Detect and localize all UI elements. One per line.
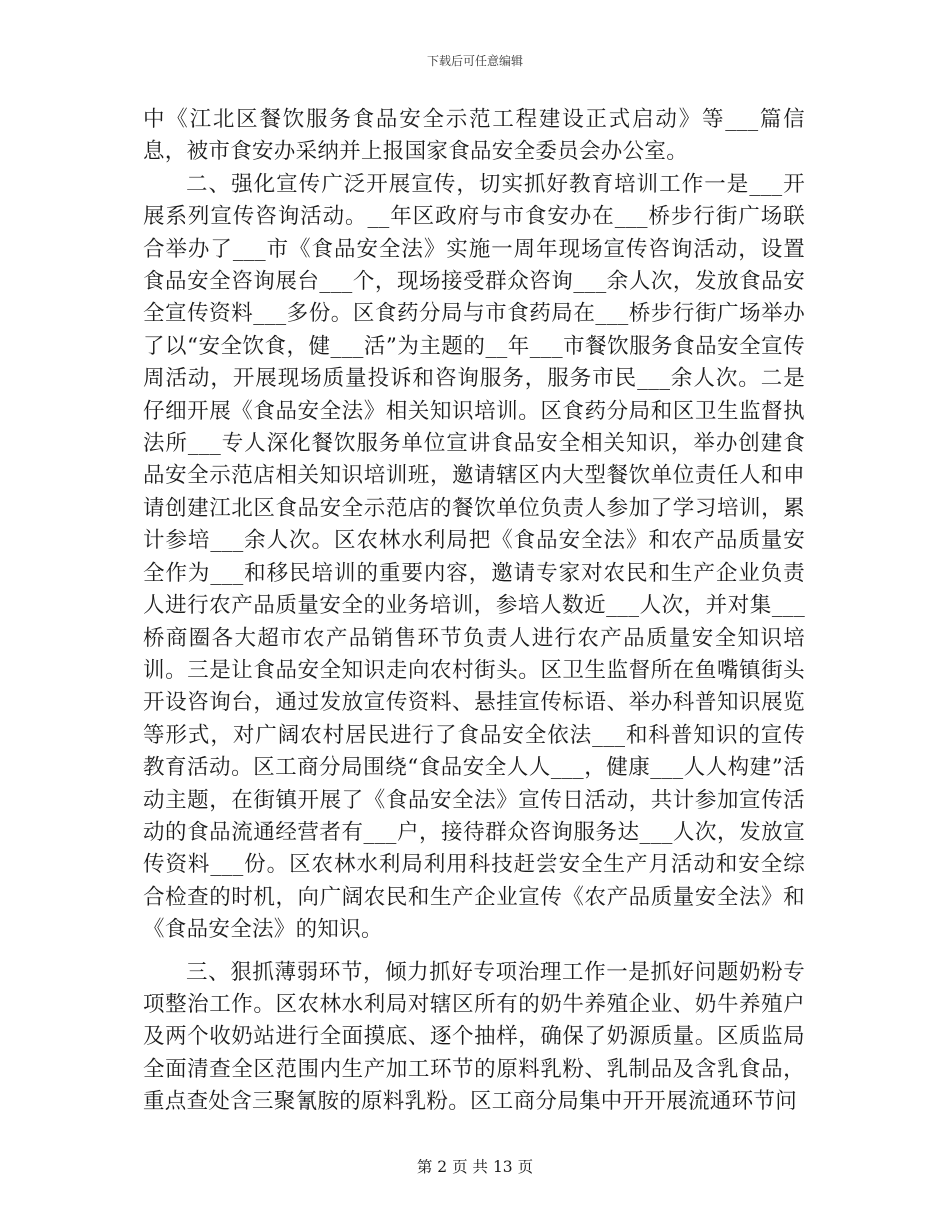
paragraph-section-three: 三、狠抓薄弱环节，倾力抓好专项治理工作一是抓好问题奶粉专项整治工作。区农林水利局对辖区所有的奶牛养殖企业、奶牛养殖户及两个收奶站进行全面摸底、逐个抽样，确保了奶源质量。区质监局全面清查全区范围内生产加工环节的原料乳粉、乳制品及含乳食品，重点查处含三聚氰胺的原料乳粉。区工商分局集中开开展流通环节问 xyxy=(143,959,805,1115)
page-header-note: 下载后可任意编辑 xyxy=(426,54,523,68)
paragraph-continuation: 中《江北区餐饮服务食品安全示范工程建设正式启动》等___篇信息，被市食安办采纳并上报国家食品安全委员会办公室。 xyxy=(143,107,805,165)
page-number: 第 2 页 共 13 页 xyxy=(416,1158,534,1176)
document-body xyxy=(143,104,805,1119)
paragraph-section-two: 二、强化宣传广泛开展宣传，切实抓好教育培训工作一是___开展系列宣传咨询活动。__年区政府与市食安办在___桥步行街广场联合举办了___市《食品安全法》实施一周年现场宣传咨询活动，设置食品安全咨询展台___个，现场接受群众咨询___余人次，发放食品安全宣传资料___多份。区食药分局与市食药局在___桥步行街广场举办了以“安全饮食，健___活”为主题的__年___市餐饮服务食品安全宣传周活动，开展现场质量投诉和咨询服务，服务市民___余人次。二是仔细开展《食品安全法》相关知识培训。区食药分局和区卫生监督执法所___专人深化餐饮服务单位宣讲食品安全相关知识，举办创建食品安全示范店相关知识培训班，邀请辖区内大型餐饮单位责任人和申请创建江北区食品安全示范店的餐饮单位负责人参加了学习培训，累计参培___余人次。区农林水利局把《食品安全法》和农产品质量安全作为___和移民培训的重要内容，邀请专家对农民和生产企业负责人进行农产品质量安全的业务培训，参培人数近___人次，并对集___桥商圈各大超市农产品销售环节负责人进行农产品质量安全知识培训。三是让食品安全知识走向农村街头。区卫生监督所在鱼嘴镇街头开设咨询台，通过发放宣传资料、悬挂宣传标语、举办科普知识展览等形式，对广阔农村居民进行了食品安全依法___和科普知识的宣传教育活动。区工商分局围绕“食品安全人人___，健康___人人构建”活动主题，在街镇开展了《食品安全法》宣传日活动，共计参加宣传活动的食品流通经营者有___户，接待群众咨询服务达___人次，发放宣传资料___份。区农林水利局利用科技赶尝安全生产月活动和安全综合检查的时机，向广阔农民和生产企业宣传《农产品质量安全法》和《食品安全法》的知识。 xyxy=(143,171,805,943)
